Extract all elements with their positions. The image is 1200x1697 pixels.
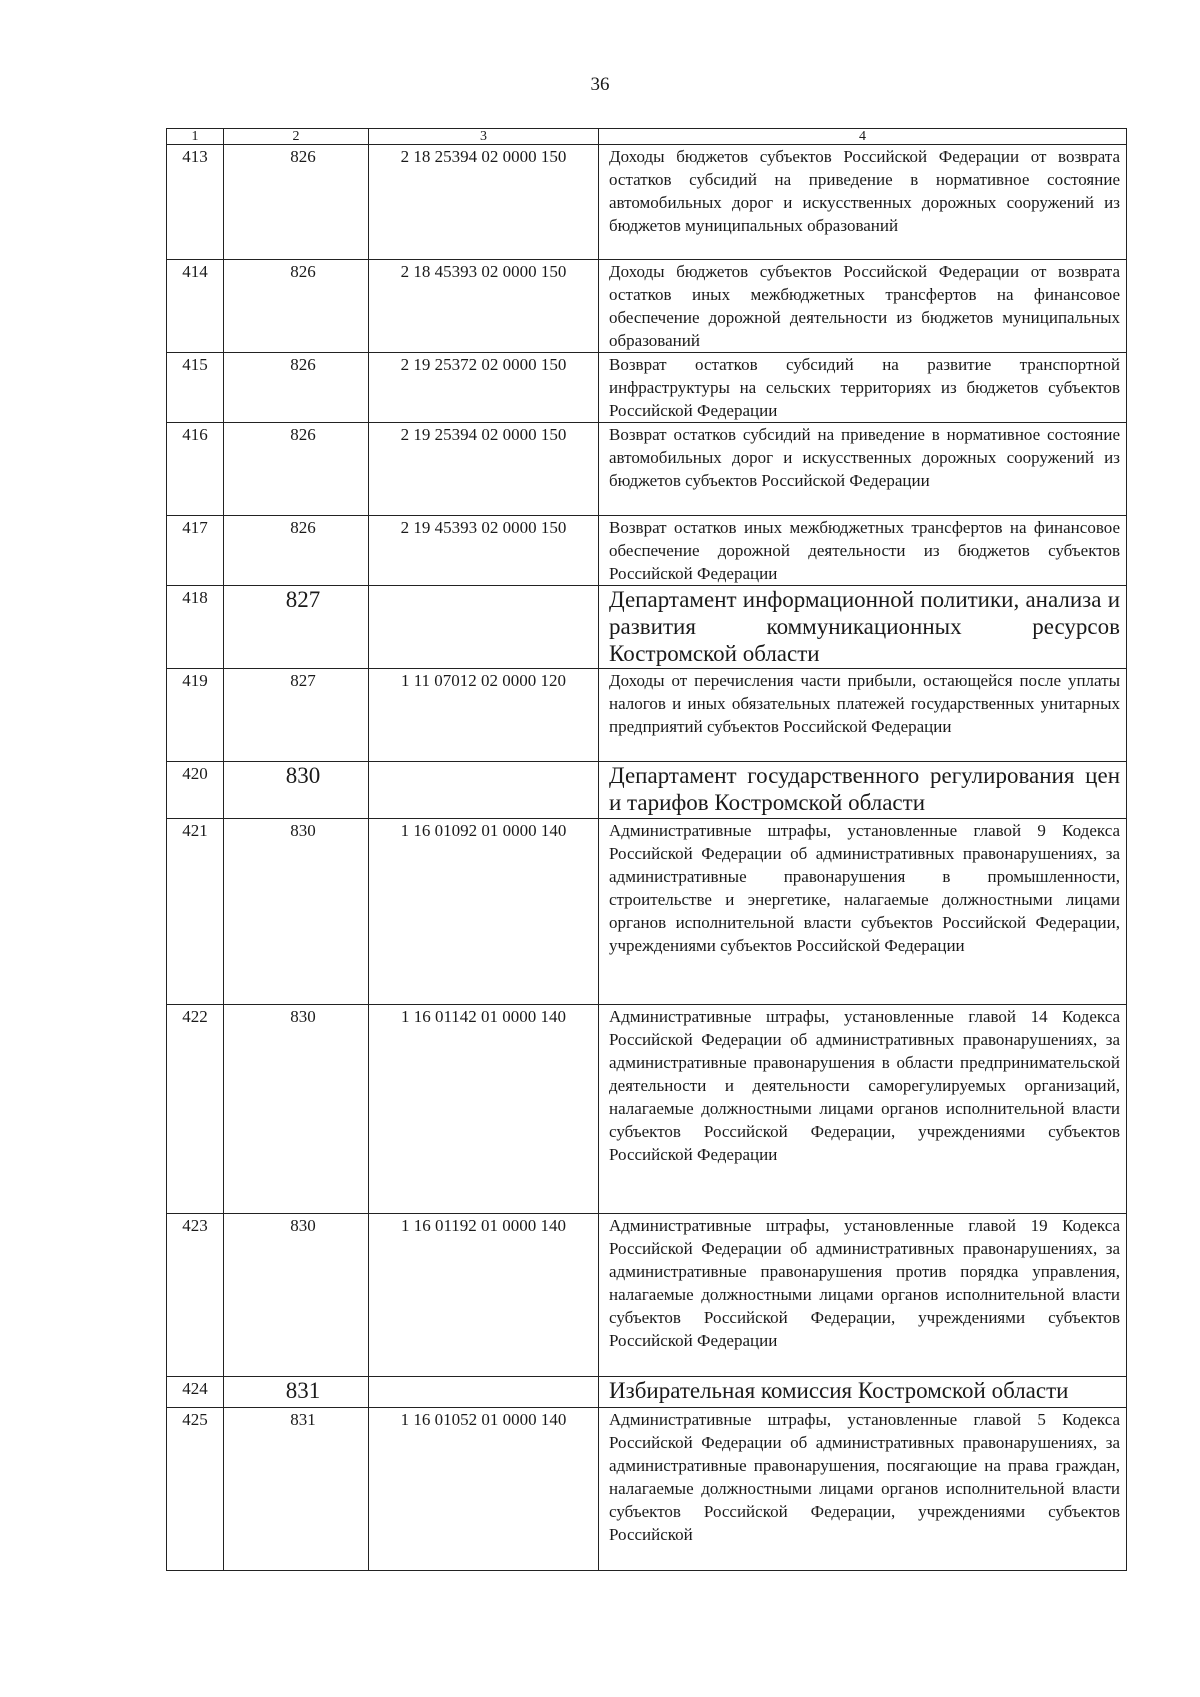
table-row	[167, 516, 1127, 586]
page-number: 36	[590, 74, 610, 95]
revenue-code: 2 18 45393 02 0000 150	[369, 260, 599, 353]
row-number: 424	[167, 1377, 224, 1408]
row-number: 421	[167, 819, 224, 1005]
revenue-code	[369, 586, 599, 669]
row-number: 417	[167, 516, 224, 586]
row-number: 425	[167, 1408, 224, 1571]
table-row	[167, 260, 1127, 353]
admin-code: 827	[224, 669, 369, 762]
row-number: 420	[167, 762, 224, 819]
revenue-description: Административные штрафы, установленные главой 19 Кодекса Российской Федерации об административных правонарушениях, за административные правонарушения против порядка управления, налагаемые должностными лицами органов исполнительной власти субъектов Российской Федерации, учреждениями субъектов Российской Федерации	[599, 1214, 1127, 1377]
revenue-code: 1 16 01142 01 0000 140	[369, 1005, 599, 1214]
row-number: 415	[167, 353, 224, 423]
revenue-description: Доходы от перечисления части прибыли, остающейся после уплаты налогов и иных обязательных платежей государственных унитарных предприятий субъектов Российской Федерации	[599, 669, 1127, 762]
revenue-table	[166, 128, 1127, 1571]
row-number: 418	[167, 586, 224, 669]
revenue-code: 2 19 25394 02 0000 150	[369, 423, 599, 516]
revenue-description: Возврат остатков иных межбюджетных трансфертов на финансовое обеспечение дорожной деятельности из бюджетов субъектов Российской Федерации	[599, 516, 1127, 586]
revenue-code	[369, 1377, 599, 1408]
department-title: Избирательная комиссия Костромской области	[599, 1377, 1127, 1408]
revenue-code: 2 19 45393 02 0000 150	[369, 516, 599, 586]
department-title: Департамент государственного регулирования цен и тарифов Костромской области	[599, 762, 1127, 819]
table-row	[167, 1214, 1127, 1377]
header-cell-4: 4	[599, 129, 1127, 145]
revenue-code: 2 18 25394 02 0000 150	[369, 145, 599, 260]
admin-code: 830	[224, 819, 369, 1005]
revenue-description: Доходы бюджетов субъектов Российской Федерации от возврата остатков иных межбюджетных трансфертов на финансовое обеспечение дорожной деятельности из бюджетов муниципальных образований	[599, 260, 1127, 353]
revenue-description: Административные штрафы, установленные главой 9 Кодекса Российской Федерации об административных правонарушениях, за административные правонарушения в промышленности, строительстве и энергетике, налагаемые должностными лицами органов исполнительной власти субъектов Российской Федерации, учреждениями субъектов Российской Федерации	[599, 819, 1127, 1005]
admin-code: 830	[224, 1005, 369, 1214]
revenue-description: Административные штрафы, установленные главой 14 Кодекса Российской Федерации об административных правонарушениях, за административные правонарушения в области предпринимательской деятельности и деятельности саморегулируемых организаций, налагаемые должностными лицами органов исполнительной власти субъектов Российской Федерации, учреждениями субъектов Российской Федерации	[599, 1005, 1127, 1214]
admin-code: 830	[224, 1214, 369, 1377]
revenue-code: 2 19 25372 02 0000 150	[369, 353, 599, 423]
table-row	[167, 1377, 1127, 1408]
table-row	[167, 423, 1127, 516]
revenue-description: Возврат остатков субсидий на развитие транспортной инфраструктуры на сельских территориях из бюджетов субъектов Российской Федерации	[599, 353, 1127, 423]
admin-code: 826	[224, 260, 369, 353]
row-number: 413	[167, 145, 224, 260]
revenue-code	[369, 762, 599, 819]
admin-code: 826	[224, 516, 369, 586]
admin-code: 831	[224, 1408, 369, 1571]
revenue-code: 1 16 01192 01 0000 140	[369, 1214, 599, 1377]
header-cell-3: 3	[369, 129, 599, 145]
table-row	[167, 819, 1127, 1005]
row-number: 416	[167, 423, 224, 516]
header-cell-1: 1	[167, 129, 224, 145]
admin-code: 830	[224, 762, 369, 819]
row-number: 422	[167, 1005, 224, 1214]
table-row	[167, 145, 1127, 260]
revenue-code: 1 16 01092 01 0000 140	[369, 819, 599, 1005]
admin-code: 826	[224, 423, 369, 516]
table-row	[167, 669, 1127, 762]
row-number: 423	[167, 1214, 224, 1377]
row-number: 419	[167, 669, 224, 762]
revenue-code: 1 16 01052 01 0000 140	[369, 1408, 599, 1571]
table-row	[167, 1005, 1127, 1214]
admin-code: 831	[224, 1377, 369, 1408]
table-row	[167, 353, 1127, 423]
department-title: Департамент информационной политики, анализа и развития коммуникационных ресурсов Костромской области	[599, 586, 1127, 669]
admin-code: 827	[224, 586, 369, 669]
revenue-description: Доходы бюджетов субъектов Российской Федерации от возврата остатков субсидий на приведение в нормативное состояние автомобильных дорог и искусственных дорожных сооружений из бюджетов муниципальных образований	[599, 145, 1127, 260]
header-cell-2: 2	[224, 129, 369, 145]
table-header-row	[167, 129, 1127, 145]
admin-code: 826	[224, 353, 369, 423]
revenue-description: Возврат остатков субсидий на приведение в нормативное состояние автомобильных дорог и искусственных дорожных сооружений из бюджетов субъектов Российской Федерации	[599, 423, 1127, 516]
row-number: 414	[167, 260, 224, 353]
table-row	[167, 586, 1127, 669]
revenue-code: 1 11 07012 02 0000 120	[369, 669, 599, 762]
admin-code: 826	[224, 145, 369, 260]
table-row	[167, 762, 1127, 819]
revenue-description: Административные штрафы, установленные главой 5 Кодекса Российской Федерации об административных правонарушениях, за административные правонарушения, посягающие на права граждан, налагаемые должностными лицами органов исполнительной власти субъектов Российской Федерации, учреждениями субъектов Российской	[599, 1408, 1127, 1571]
table-row	[167, 1408, 1127, 1571]
